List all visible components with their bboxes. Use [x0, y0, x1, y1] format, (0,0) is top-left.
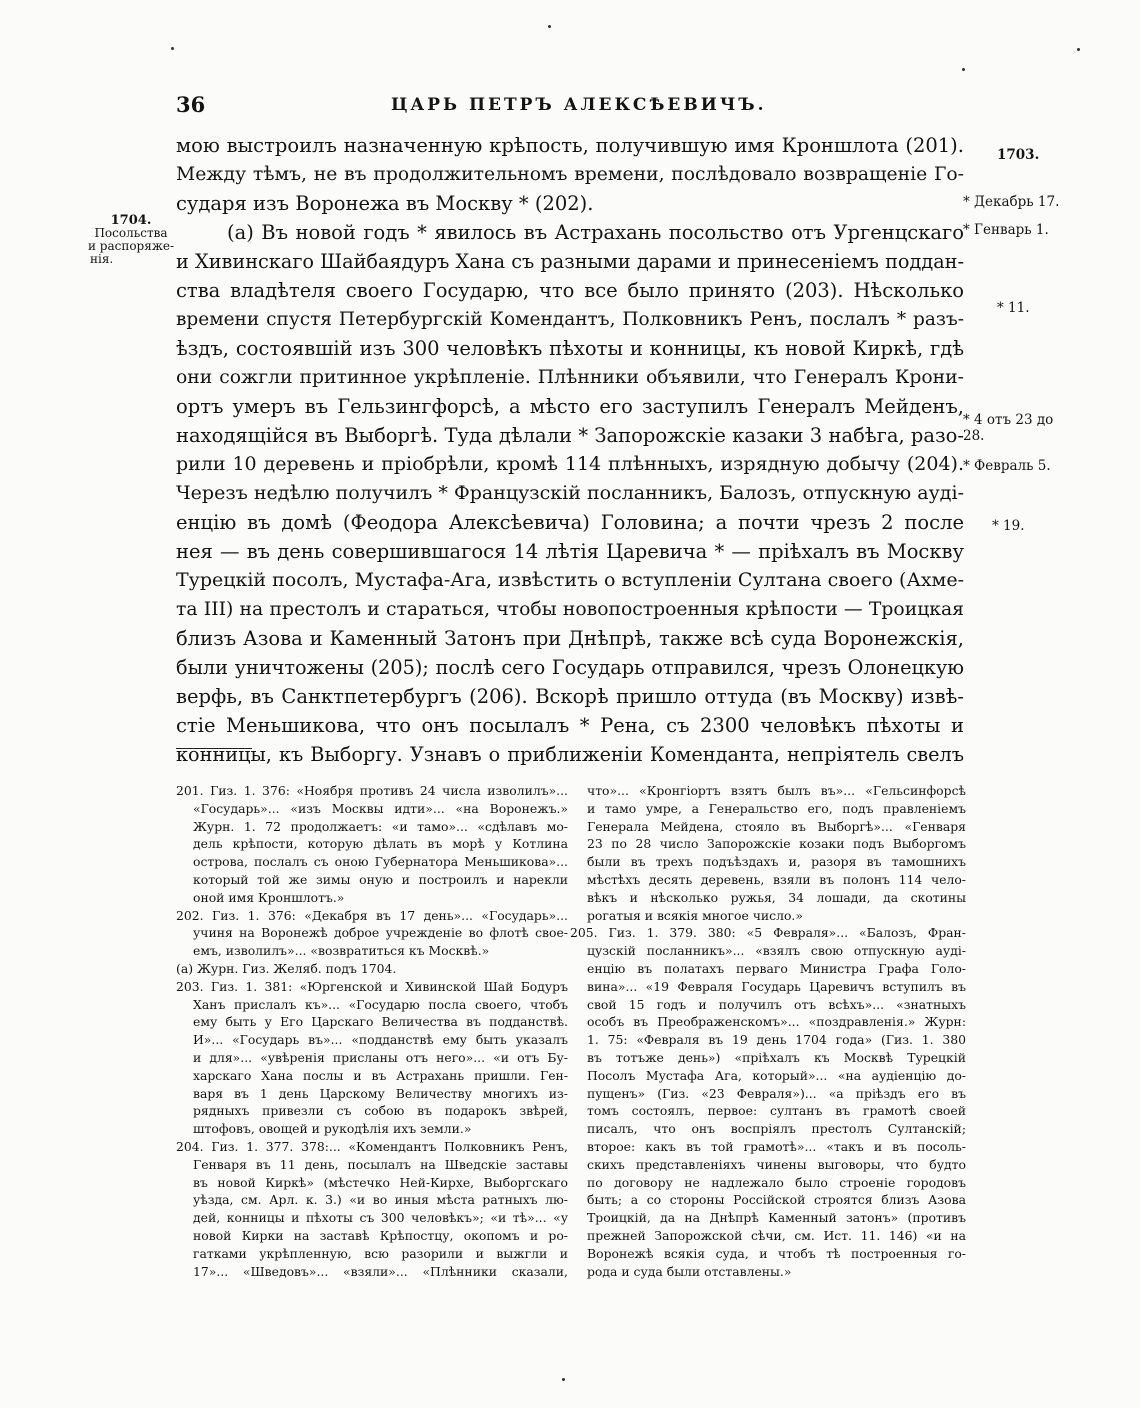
- main-line: времени спустя Петербургскій Комендантъ, Полковникъ Ренъ, послалъ * разъ-: [176, 309, 964, 330]
- footnote-line: уѣзда, см. Арл. к. 3.) «и во иныя мѣста ратныхъ лю-: [193, 1192, 568, 1208]
- margin-line: нія.: [90, 252, 114, 266]
- print-speck: [1077, 48, 1080, 51]
- footnote-line: второе: какъ въ той грамотѣ»... «такъ и въ посоль-: [587, 1138, 966, 1154]
- main-line: нея — въ день совершившагося 14 лѣтія Царевича * — пріѣхалъ въ Москву: [176, 540, 964, 563]
- footnote-line: дей, конницы и пѣхоты съ 300 человѣкъ»; «и тѣ»... «у: [193, 1210, 568, 1226]
- footnote-line: 23 по 28 число Запорожскіе козаки подъ Выборгомъ: [587, 836, 966, 852]
- footnote-line: 204. Гиз. 1. 377. 378:... «Комендантъ Полковникъ Ренъ,: [176, 1138, 568, 1154]
- footnote-line: Воронежѣ всякія суда, и чтобъ тѣ построенныя го-: [587, 1245, 966, 1261]
- footnote-line: учиня на Воронежѣ доброе учрежденіе во флотѣ свое-: [193, 925, 568, 941]
- footnote-line: острова, послалъ съ оною Губернатора Меньшикова»...: [193, 854, 568, 870]
- main-line: были уничтожены (205); послѣ сего Государь отправился, чрезъ Олонецкую: [176, 656, 964, 679]
- footnote-line: новой Кирки на заставѣ Крѣпостцу, окопомъ и ро-: [193, 1227, 568, 1243]
- main-line: близъ Азова и Каменный Затонъ при Днѣпрѣ, также всѣ суда Воронежскія,: [176, 627, 964, 650]
- footnote-line: 201. Гиз. 1. 376: «Ноября противъ 24 числа изволилъ»...: [176, 783, 568, 798]
- footnote-line: харскаго Хана послы и въ Астрахань пришли. Ген-: [193, 1067, 568, 1083]
- footnote-line: штофовъ, овощей и рукодѣлія ихъ земли.»: [193, 1121, 472, 1137]
- footnote-line: и для»... «увѣренія присланы отъ него»... «и отъ Бу-: [193, 1049, 568, 1065]
- footnote-line: рода и суда были отставлены.»: [587, 1263, 792, 1279]
- footnote-line: «Государь»... «изъ Москвы идти»... «на Воронежъ.»: [193, 800, 568, 816]
- footnote-line: И»... «Государь въ»... «подданствѣ ему быть указалъ: [193, 1032, 568, 1048]
- running-title: ЦАРЬ ПЕТРЪ АЛЕКСѢЕВИЧЪ.: [391, 95, 767, 115]
- margin-date: * 19.: [992, 518, 1025, 534]
- footnote-line: 203. Гиз. 1. 381: «Юргенской и Хивинской Шай Бодуръ: [176, 978, 568, 994]
- footnote-line: и тамо умре, а Генеральство его, подъ правленіемъ: [587, 800, 966, 816]
- footnote-line: варя въ 1 день Царскому Величеству многихъ из-: [193, 1085, 568, 1101]
- footnote-line: Посолъ Мустафа Ага, который»... «на аудіенцію до-: [587, 1067, 966, 1083]
- main-line: Турецкій посолъ, Мустафа-Ага, извѣстить о вступленіи Султана своего (Ахме-: [176, 569, 964, 591]
- footnote-line: прежней Запорожской сѣчи, см. Ист. 11. 146) «и на: [587, 1227, 966, 1243]
- footnote-line: рогатыя и всякія многое число.»: [587, 907, 803, 923]
- footnote-line: быть; а со стороны Россійской строятся близъ Азова: [587, 1192, 966, 1208]
- footnote-line: емъ, изволилъ»... «возвратиться къ Москвѣ.»: [193, 943, 490, 959]
- footnote-line: въ новой Киркѣ» (мѣстечко Ней-Кирхе, Выборгскаго: [193, 1174, 568, 1190]
- main-line: ства владѣтеля своего Государю, что все было принято (203). Нѣсколько: [176, 279, 964, 302]
- footnote-line: томъ состоялъ, первое: султанъ въ грамотѣ своей: [587, 1103, 966, 1119]
- main-line: енцію въ домѣ (Феодора Алексѣевича) Головина; а почти чрезъ 2 после: [176, 511, 964, 534]
- footnote-line: въ тотъже день») «пріѣхалъ къ Москвѣ Турецкій: [587, 1049, 966, 1065]
- footnote-line: который той же зимы оную и построилъ и нарекли: [193, 871, 568, 887]
- footnote-line: Журн. 1. 72 продолжаетъ: «и тамо»... «сдѣлавъ мо-: [193, 818, 568, 834]
- main-line: ѣздъ, состоявшій изъ 300 человѣкъ пѣхоты и конницы, къ новой Киркѣ, гдѣ: [176, 337, 964, 360]
- footnote-line: оной имя Кроншлотъ.»: [193, 889, 345, 905]
- margin-date: * Декабрь 17.: [963, 194, 1060, 210]
- footnote-line: гатками укрѣпленную, всю разорили и выжгли и: [193, 1245, 568, 1261]
- footnote-line: дель крѣпости, которую дѣлать въ морѣ у Котлина: [193, 836, 568, 852]
- main-text: [176, 131, 964, 769]
- main-line: стіе Меньшикова, что онъ посылалъ * Рена, съ 2300 человѣкъ пѣхоты и: [176, 714, 964, 737]
- footnote-line: Генерала Мейдена, стояло въ Выборгѣ»... «Генваря: [587, 818, 966, 834]
- main-line: конницы, къ Выборгу. Узнавъ о приближеніи Коменданта, непріятель свелъ: [176, 743, 964, 766]
- print-speck: [562, 1378, 565, 1381]
- left-margin-note: [86, 214, 176, 266]
- footnote-line: особъ въ Преображенскомъ»... «поздравленія.» Журн:: [587, 1014, 966, 1030]
- footnote-line: писалъ, что онъ воспріялъ престолъ Султанскій;: [587, 1121, 966, 1137]
- footnotes-left-column: [176, 782, 568, 1280]
- margin-date: * 11.: [997, 300, 1030, 316]
- footnote-line: вѣкъ и нѣсколько ружья, 34 лошади, да скотины: [587, 889, 966, 905]
- margin-year-1703: 1703.: [997, 147, 1040, 163]
- page-number: 36: [176, 92, 206, 117]
- footnote-line: мѣстѣхъ десять деревень, взяли въ полонъ 114 чело-: [587, 871, 966, 887]
- footnote-line: Троицкій, да на Днѣпрѣ Каменный затонъ» (противъ: [587, 1210, 966, 1226]
- footnote-line: 205. Гиз. 1. 379. 380: «5 Февраля»... «Балозъ, Фран-: [570, 925, 966, 941]
- main-line: ортъ умеръ въ Гельзингфорсѣ, а мѣсто его заступилъ Генералъ Мейденъ,: [176, 395, 964, 418]
- main-line: Черезъ недѣлю получилъ * Французскій посланникъ, Балозъ, отпускную ауді-: [176, 482, 964, 504]
- main-line: находящійся въ Выборгѣ. Туда дѣлали * Запорожскіе казаки 3 набѣга, разо-: [176, 424, 964, 447]
- main-line: (а) Въ новой годъ * явилось въ Астрахань посольство отъ Ургенцскаго: [227, 221, 964, 244]
- footnote-line: что»... «Кронгіортъ взятъ былъ въ»... «Гельсинфорсѣ: [587, 783, 966, 798]
- main-line: верфь, въ Санктпетербургъ (206). Вскорѣ пришло оттуда (въ Москву) извѣ-: [176, 685, 964, 708]
- footnote-line: скихъ представленіяхъ чинены выговоры, что будто: [587, 1156, 966, 1172]
- print-speck: [171, 47, 174, 50]
- footnote-line: вина»... «19 Февраля Государь Царевичъ вступилъ въ: [587, 978, 966, 994]
- footnote-line: 1. 75: «Февраля въ 19 день 1704 года» (Гиз. 1. 380: [587, 1032, 966, 1048]
- footnote-line: 17»... «Шведовъ»... «взяли»... «Плѣнники сказали,: [193, 1263, 568, 1279]
- footnote-line: Генваря въ 11 день, посылалъ на Шведскіе заставы: [193, 1156, 568, 1172]
- page-header: [176, 92, 776, 122]
- main-line: мою выстроилъ назначенную крѣпость, получившую имя Кроншлота (201).: [176, 134, 964, 157]
- main-line: сударя изъ Воронежа въ Москву * (202).: [176, 192, 594, 215]
- footnote-line: (а) Журн. Гиз. Желяб. подъ 1704.: [176, 960, 397, 976]
- footnote-line: 202. Гиз. 1. 376: «Декабря въ 17 день»... «Государь»...: [176, 907, 568, 923]
- margin-date: * 4 отъ 23 до: [963, 412, 1054, 428]
- main-line: и Хивинскаго Шайбаядуръ Хана съ разными дарами и принесеніемъ поддан-: [176, 250, 964, 273]
- footnote-line: Ханъ прислалъ къ»... «Государю посла своего, чтобъ: [193, 996, 568, 1012]
- margin-date: * Февраль 5.: [963, 458, 1051, 474]
- margin-year: 1704.: [110, 213, 152, 228]
- print-speck: [962, 68, 965, 71]
- footnotes-right-column: [570, 782, 966, 1280]
- print-speck: [548, 25, 551, 28]
- footnote-line: енцію въ полатахъ перваго Министра Графа Голо-: [587, 960, 966, 976]
- footnote-line: ему быть у Его Царскаго Величества въ подданствѣ.: [193, 1014, 568, 1030]
- footnote-rule: [176, 748, 252, 749]
- footnote-line: цузскій посланникъ»... «взялъ свою отпускную ауді-: [587, 943, 966, 959]
- margin-line: Посольства: [94, 226, 168, 240]
- footnote-line: по договору не надлежало было строеніе городовъ: [587, 1174, 966, 1190]
- main-line: они сожгли притинное укрѣпленіе. Плѣнники объявили, что Генералъ Крони-: [176, 367, 964, 388]
- margin-date: * Генварь 1.: [963, 222, 1049, 238]
- margin-date: 28.: [963, 428, 985, 444]
- footnote-line: пущенъ» (Гиз. «23 Февраля»)... «а пріѣздъ его въ: [587, 1085, 966, 1101]
- footnote-line: были въ трехъ подъѣздахъ и, разоря въ тамошнихъ: [587, 854, 966, 870]
- main-line: Между тѣмъ, не въ продолжительномъ времени, послѣдовало возвращеніе Го-: [176, 164, 964, 185]
- main-line: та III) на престолъ и стараться, чтобы новопостроенныя крѣпости — Троицкая: [176, 599, 964, 620]
- footnote-line: свой 15 годъ и получилъ отъ всѣхъ»... «знатныхъ: [587, 996, 966, 1012]
- main-line: рили 10 деревень и пріобрѣли, кромѣ 114 плѣнныхъ, изрядную добычу (204).: [176, 453, 964, 475]
- margin-line: и распоряже-: [87, 239, 175, 253]
- footnote-line: рядныхъ привезли съ собою въ подарокъ звѣрей,: [193, 1103, 568, 1119]
